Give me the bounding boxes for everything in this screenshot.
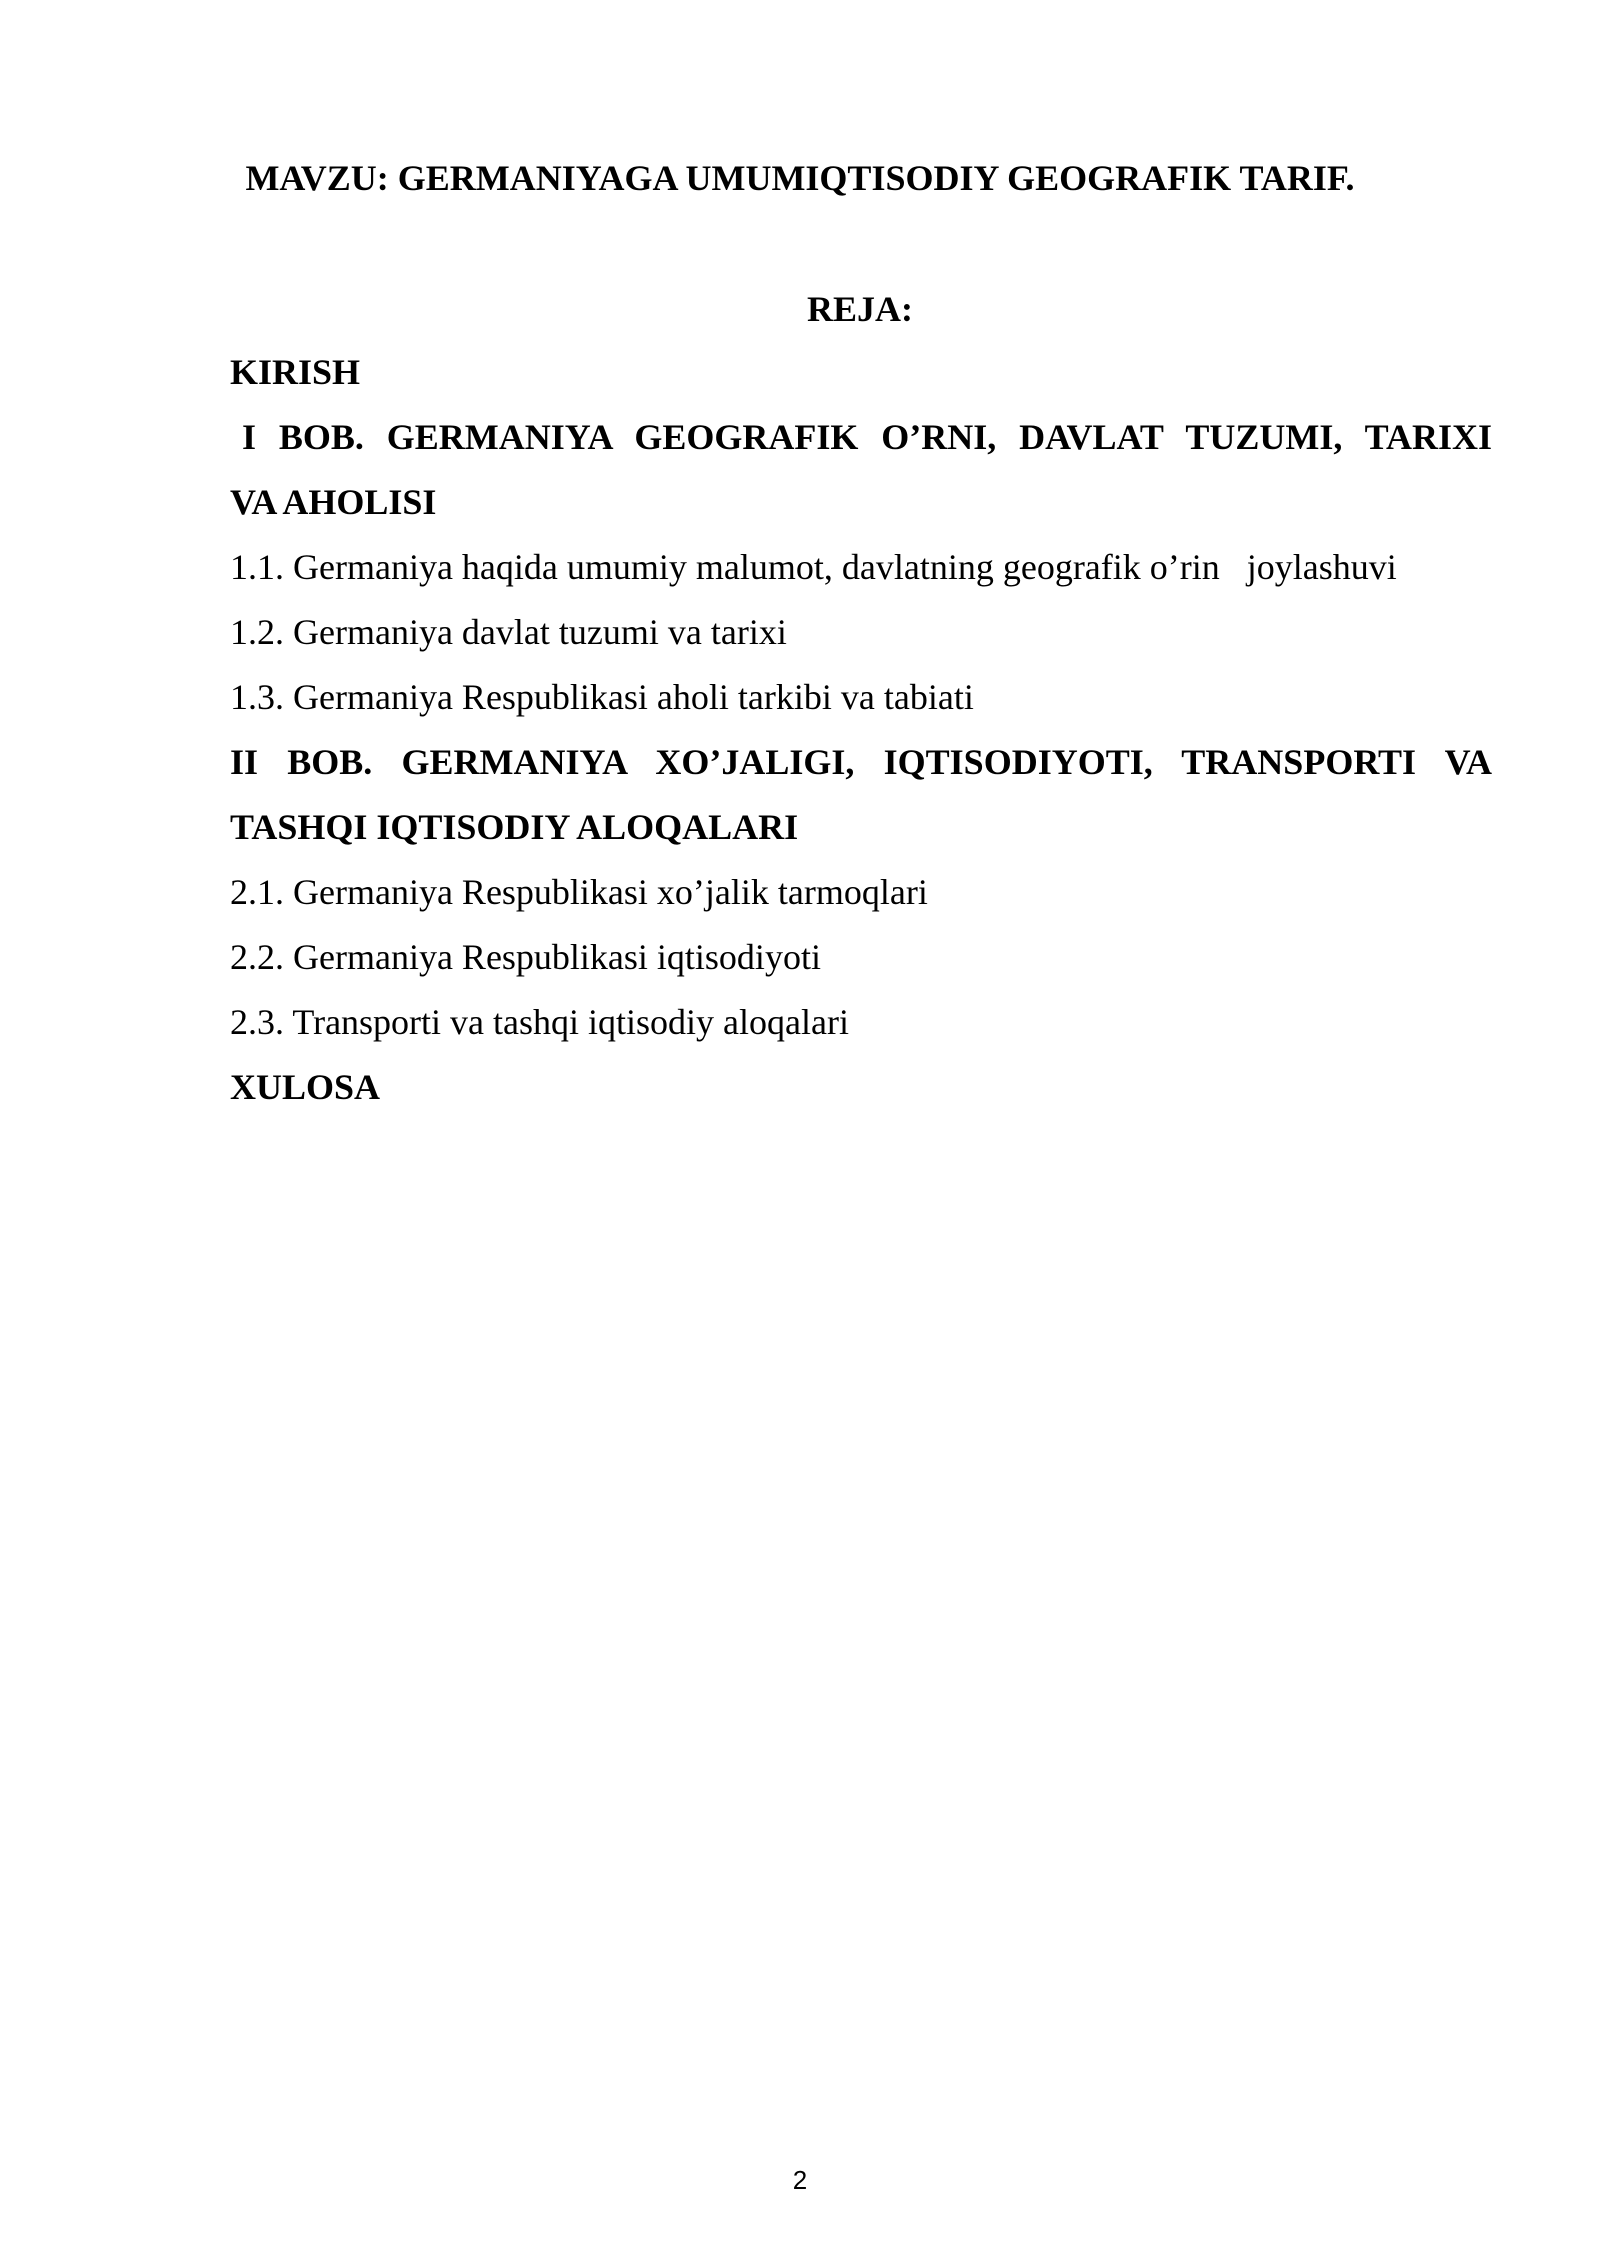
toc-section-1-2: 1.2. Germaniya davlat tuzumi va tarixi xyxy=(230,612,787,652)
page-number: 2 xyxy=(792,2165,808,2195)
toc-conclusion: XULOSA xyxy=(230,1067,381,1107)
toc-chapter-1-heading-line-2: VA AHOLISI xyxy=(230,482,437,522)
plan-heading: REJA: xyxy=(807,289,913,329)
table-of-contents xyxy=(230,340,1492,1120)
toc-chapter-2-heading-line-2: TASHQI IQTISODIY ALOQALARI xyxy=(230,807,799,847)
toc-section-1-1: 1.1. Germaniya haqida umumiy malumot, davlatning geografik o’rin joylashuvi xyxy=(230,547,1397,587)
toc-intro: KIRISH xyxy=(230,352,361,392)
toc-section-1-3: 1.3. Germaniya Respublikasi aholi tarkibi va tabiati xyxy=(230,677,974,717)
toc-section-2-3: 2.3. Transporti va tashqi iqtisodiy aloqalari xyxy=(230,1002,849,1042)
toc-section-2-1: 2.1. Germaniya Respublikasi xo’jalik tarmoqlari xyxy=(230,872,928,912)
toc-chapter-2-heading-line-1: II BOB. GERMANIYA XO’JALIGI, IQTISODIYOTI, TRANSPORTI VA xyxy=(230,742,1492,782)
toc-section-2-2: 2.2. Germaniya Respublikasi iqtisodiyoti xyxy=(230,937,821,977)
toc-chapter-1-heading-line-1: I BOB. GERMANIYA GEOGRAFIK O’RNI, DAVLAT TUZUMI, TARIXI xyxy=(242,417,1492,457)
document-title: MAVZU: GERMANIYAGA UMUMIQTISODIY GEOGRAFIK TARIF. xyxy=(245,158,1355,198)
